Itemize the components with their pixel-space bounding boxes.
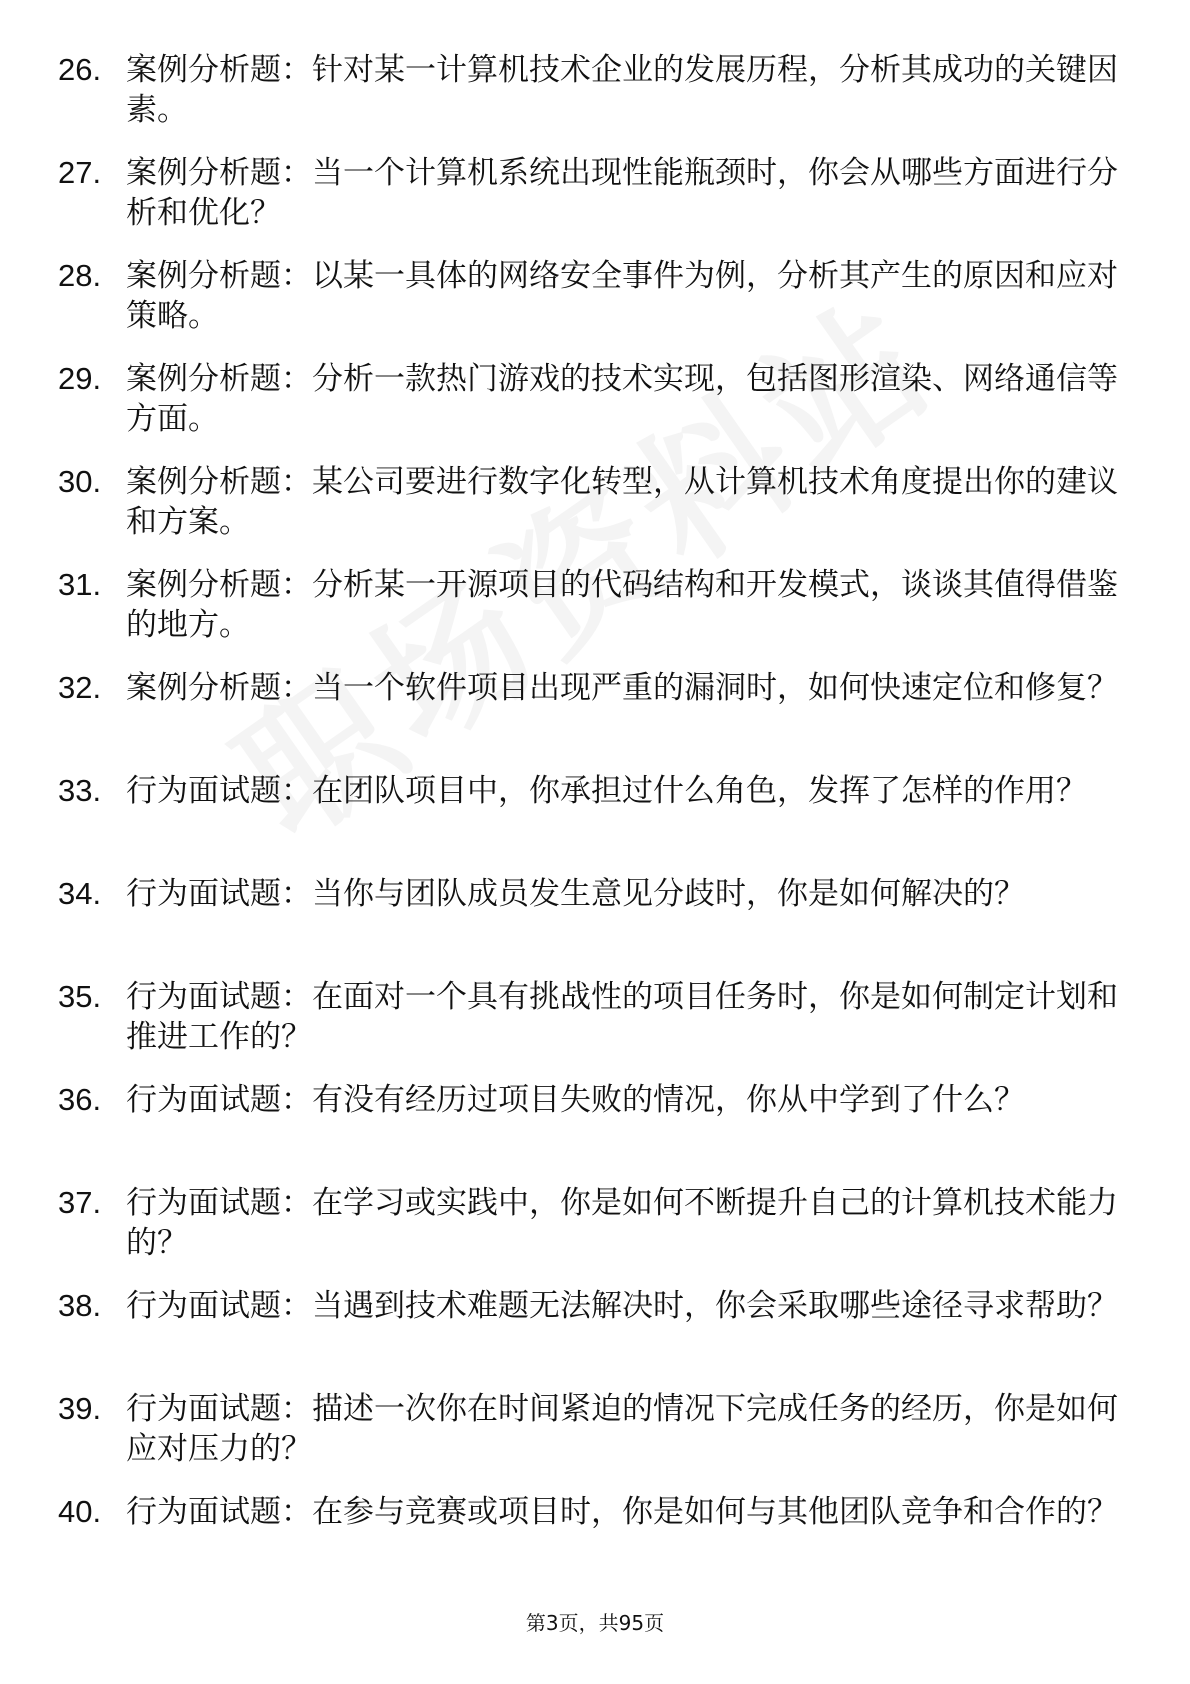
question-text: 案例分析题：以某一具体的网络安全事件为例，分析其产生的原因和应对策略。 [126,258,1118,334]
question-item-26 [58,50,1118,130]
question-item-30 [58,462,1118,542]
question-text: 案例分析题：某公司要进行数字化转型，从计算机技术角度提出你的建议和方案。 [126,464,1118,540]
question-item-34 [58,874,1118,954]
question-item-38 [58,1286,1118,1366]
question-number: 28. [58,258,102,293]
question-item-36 [58,1080,1118,1160]
question-number: 26. [58,52,102,87]
question-text: 案例分析题：当一个软件项目出现严重的漏洞时，如何快速定位和修复？ [126,670,1118,706]
question-item-35 [58,977,1118,1057]
question-list [58,50,1118,1595]
question-number: 30. [58,464,102,499]
question-text: 案例分析题：分析一款热门游戏的技术实现，包括图形渲染、网络通信等方面。 [126,361,1118,437]
question-item-39 [58,1389,1118,1469]
question-number: 35. [58,979,102,1014]
question-number: 36. [58,1082,102,1117]
question-text: 行为面试题：当你与团队成员发生意见分歧时，你是如何解决的？ [126,876,1025,912]
question-number: 37. [58,1185,102,1220]
question-text: 行为面试题：在参与竞赛或项目时，你是如何与其他团队竞争和合作的？ [126,1494,1118,1530]
question-text: 案例分析题：当一个计算机系统出现性能瓶颈时，你会从哪些方面进行分析和优化？ [126,155,1118,231]
question-number: 39. [58,1391,102,1426]
question-number: 34. [58,876,102,911]
question-item-32 [58,668,1118,748]
question-number: 31. [58,567,102,602]
question-item-31 [58,565,1118,645]
question-number: 33. [58,773,102,808]
question-item-37 [58,1183,1118,1263]
question-text: 行为面试题：当遇到技术难题无法解决时，你会采取哪些途径寻求帮助？ [126,1288,1118,1324]
question-item-40 [58,1492,1118,1572]
page-number-footer: 第3页，共95页 [525,1611,665,1635]
question-text: 行为面试题：在面对一个具有挑战性的项目任务时，你是如何制定计划和推进工作的？ [126,979,1118,1055]
question-text: 案例分析题：针对某一计算机技术企业的发展历程，分析其成功的关键因素。 [126,52,1118,128]
question-number: 32. [58,670,102,705]
question-text: 行为面试题：在学习或实践中，你是如何不断提升自己的计算机技术能力的？ [126,1185,1118,1261]
question-item-28 [58,256,1118,336]
question-number: 38. [58,1288,102,1323]
question-text: 行为面试题：描述一次你在时间紧迫的情况下完成任务的经历，你是如何应对压力的？ [126,1391,1118,1467]
question-item-29 [58,359,1118,439]
question-item-33 [58,771,1118,851]
question-number: 29. [58,361,102,396]
question-text: 行为面试题：有没有经历过项目失败的情况，你从中学到了什么？ [126,1082,1025,1118]
question-item-27 [58,153,1118,233]
question-number: 27. [58,155,102,190]
question-text: 行为面试题：在团队项目中，你承担过什么角色，发挥了怎样的作用？ [126,773,1087,809]
question-text: 案例分析题：分析某一开源项目的代码结构和开发模式，谈谈其值得借鉴的地方。 [126,567,1118,643]
question-number: 40. [58,1494,102,1529]
